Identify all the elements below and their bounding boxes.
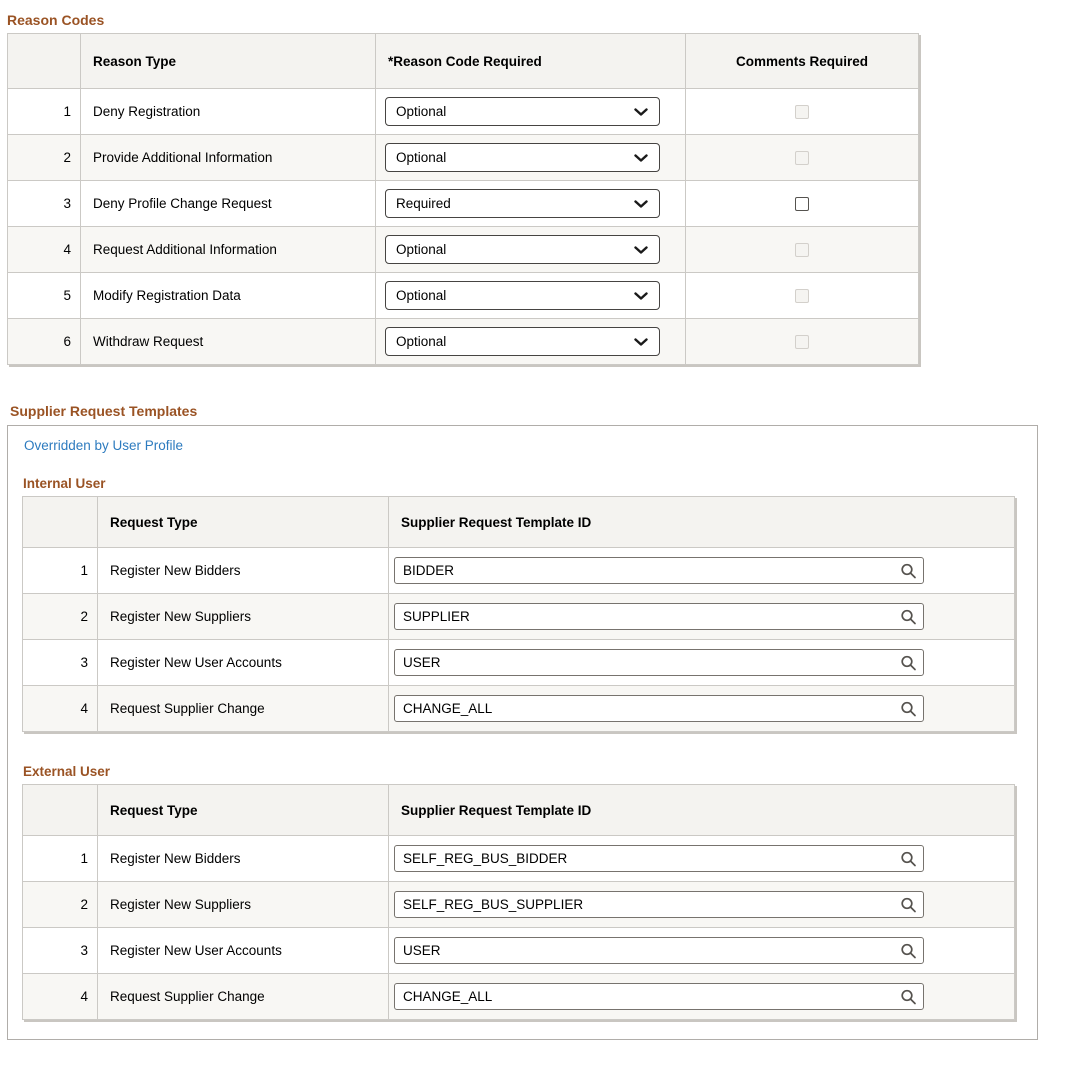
reason-type-cell: Deny Profile Change Request xyxy=(81,181,376,227)
template-id-input[interactable] xyxy=(394,937,924,964)
search-icon[interactable] xyxy=(900,850,917,867)
table-row xyxy=(23,594,1015,640)
comments-required-checkbox xyxy=(795,105,809,119)
row-number: 2 xyxy=(23,882,98,928)
search-icon[interactable] xyxy=(900,608,917,625)
request-type-cell: Register New Suppliers xyxy=(98,594,389,640)
template-id-input[interactable] xyxy=(394,891,924,918)
row-number: 1 xyxy=(8,89,81,135)
row-number-header xyxy=(23,497,98,548)
supplier-request-templates-box xyxy=(7,425,1038,1040)
table-row xyxy=(8,89,919,135)
table-row xyxy=(23,686,1015,732)
request-type-cell: Request Supplier Change xyxy=(98,974,389,1020)
internal-user-table xyxy=(22,496,1015,732)
row-number-header xyxy=(8,34,81,89)
reason-code-required-select[interactable] xyxy=(385,189,660,218)
table-row xyxy=(8,181,919,227)
row-number: 2 xyxy=(8,135,81,181)
template-id-input[interactable] xyxy=(394,649,924,676)
request-type-cell: Register New Suppliers xyxy=(98,882,389,928)
row-number: 5 xyxy=(8,273,81,319)
table-row xyxy=(8,227,919,273)
col-header-comments-required: Comments Required xyxy=(686,34,919,89)
table-row xyxy=(8,273,919,319)
search-icon[interactable] xyxy=(900,700,917,717)
table-row xyxy=(8,319,919,365)
row-number: 4 xyxy=(23,974,98,1020)
reason-code-required-select[interactable] xyxy=(385,143,660,172)
reason-codes-table xyxy=(7,33,919,365)
reason-code-required-select[interactable] xyxy=(385,327,660,356)
row-number: 6 xyxy=(8,319,81,365)
template-id-input[interactable] xyxy=(394,695,924,722)
col-header-reason-type: Reason Type xyxy=(81,34,376,89)
row-number: 4 xyxy=(23,686,98,732)
table-row xyxy=(23,928,1015,974)
table-row xyxy=(23,882,1015,928)
table-row xyxy=(23,548,1015,594)
reason-type-cell: Provide Additional Information xyxy=(81,135,376,181)
select-value: Optional xyxy=(396,334,447,349)
table-row xyxy=(23,640,1015,686)
col-header-request-type: Request Type xyxy=(98,497,389,548)
comments-required-checkbox xyxy=(795,335,809,349)
search-icon[interactable] xyxy=(900,654,917,671)
template-id-input[interactable] xyxy=(394,603,924,630)
template-id-input[interactable] xyxy=(394,845,924,872)
template-id-input[interactable] xyxy=(394,557,924,584)
row-number: 3 xyxy=(23,928,98,974)
chevron-down-icon xyxy=(634,292,648,300)
request-type-cell: Request Supplier Change xyxy=(98,686,389,732)
reason-type-cell: Modify Registration Data xyxy=(81,273,376,319)
internal-user-title: Internal User xyxy=(23,476,106,491)
chevron-down-icon xyxy=(634,200,648,208)
col-header-template-id: Supplier Request Template ID xyxy=(389,497,1015,548)
row-number: 2 xyxy=(23,594,98,640)
external-user-title: External User xyxy=(23,764,111,779)
reason-type-cell: Withdraw Request xyxy=(81,319,376,365)
table-row xyxy=(8,135,919,181)
chevron-down-icon xyxy=(634,246,648,254)
reason-code-required-select[interactable] xyxy=(385,281,660,310)
chevron-down-icon xyxy=(634,154,648,162)
header-row xyxy=(23,497,1015,548)
chevron-down-icon xyxy=(634,108,648,116)
search-icon[interactable] xyxy=(900,942,917,959)
template-id-input[interactable] xyxy=(394,983,924,1010)
comments-required-checkbox xyxy=(795,243,809,257)
header-row xyxy=(8,34,919,89)
comments-required-checkbox[interactable] xyxy=(795,197,809,211)
row-number: 4 xyxy=(8,227,81,273)
select-value: Optional xyxy=(396,242,447,257)
overridden-by-user-profile-link[interactable]: Overridden by User Profile xyxy=(24,438,184,453)
header-row xyxy=(23,785,1015,836)
row-number: 3 xyxy=(23,640,98,686)
table-row xyxy=(23,836,1015,882)
comments-required-checkbox xyxy=(795,289,809,303)
request-type-cell: Register New Bidders xyxy=(98,548,389,594)
request-type-cell: Register New User Accounts xyxy=(98,928,389,974)
select-value: Optional xyxy=(396,150,447,165)
reason-type-cell: Deny Registration xyxy=(81,89,376,135)
row-number: 1 xyxy=(23,548,98,594)
col-header-request-type: Request Type xyxy=(98,785,389,836)
row-number-header xyxy=(23,785,98,836)
request-type-cell: Register New Bidders xyxy=(98,836,389,882)
search-icon[interactable] xyxy=(900,988,917,1005)
supplier-request-templates-title: Supplier Request Templates xyxy=(10,403,198,419)
reason-codes-title: Reason Codes xyxy=(7,12,105,28)
reason-type-cell: Request Additional Information xyxy=(81,227,376,273)
table-row xyxy=(23,974,1015,1020)
col-header-reason-code-required: *Reason Code Required xyxy=(376,34,686,89)
col-header-template-id: Supplier Request Template ID xyxy=(389,785,1015,836)
select-value: Optional xyxy=(396,104,447,119)
reason-code-required-select[interactable] xyxy=(385,235,660,264)
select-value: Required xyxy=(396,196,451,211)
select-value: Optional xyxy=(396,288,447,303)
comments-required-checkbox xyxy=(795,151,809,165)
external-user-table xyxy=(22,784,1015,1020)
search-icon[interactable] xyxy=(900,562,917,579)
reason-code-required-select[interactable] xyxy=(385,97,660,126)
request-type-cell: Register New User Accounts xyxy=(98,640,389,686)
row-number: 3 xyxy=(8,181,81,227)
chevron-down-icon xyxy=(634,338,648,346)
row-number: 1 xyxy=(23,836,98,882)
search-icon[interactable] xyxy=(900,896,917,913)
